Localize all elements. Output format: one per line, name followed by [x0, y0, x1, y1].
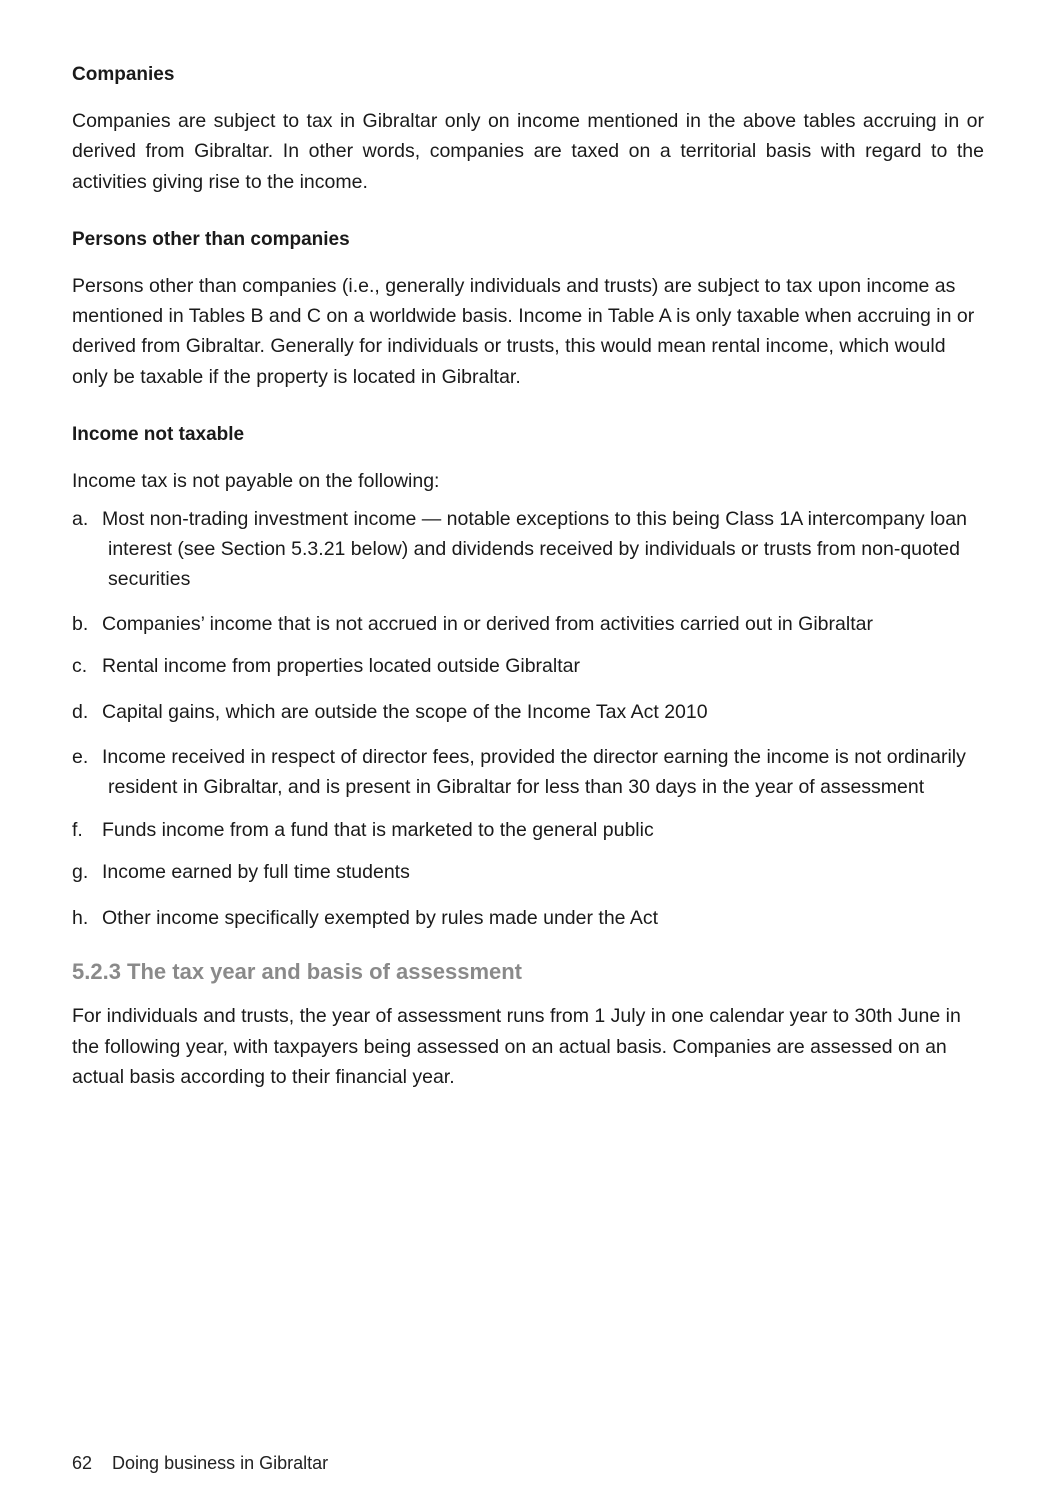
list-marker: f.: [72, 819, 83, 842]
list-item: [72, 815, 984, 845]
page-content: [72, 60, 984, 1092]
list-marker: d.: [72, 701, 89, 724]
list-marker: a.: [72, 508, 89, 531]
list-item-text: Income earned by full time students: [102, 861, 410, 884]
tax-year-section-title: 5.2.3 The tax year and basis of assessment: [72, 959, 523, 985]
list-marker: e.: [72, 746, 89, 769]
exemption-list: [72, 504, 984, 933]
list-item-text: Most non-trading investment income — notable exceptions to this being Class 1A intercompany loan interest (see Section 5.3.21 below) and dividends received by individuals or trusts from non-quoted securities: [102, 508, 967, 591]
list-marker: b.: [72, 613, 89, 636]
list-marker: c.: [72, 655, 88, 678]
list-item-text: Other income specifically exempted by rules made under the Act: [102, 907, 659, 930]
list-marker: g.: [72, 861, 89, 884]
not-taxable-heading: Income not taxable: [72, 424, 245, 446]
page-number: 62: [72, 1453, 93, 1473]
persons-paragraph: Persons other than companies (i.e., generally individuals and trusts) are subject to tax upon income as mentioned in Tables B and C on a worldwide basis. Income in Table A is only taxable when accruing in or derived from Gibraltar. Generally for individuals or trusts, this would mean rental income, which would only be taxable if the property is located in Gibraltar.: [72, 274, 975, 388]
list-item-text: Companies’ income that is not accrued in or derived from activities carried out in Gibraltar: [102, 613, 873, 636]
list-item: [72, 903, 984, 933]
publication-title: Doing business in Gibraltar: [112, 1453, 329, 1473]
list-item-text: Rental income from properties located outside Gibraltar: [102, 655, 580, 678]
list-item: [72, 504, 984, 594]
tax-year-paragraph: For individuals and trusts, the year of assessment runs from 1 July in one calendar year to 30th June in the following year, with taxpayers being assessed on an actual basis. Companies are assessed on an actual basis according to their financial year.: [72, 1005, 961, 1088]
list-item: [72, 742, 984, 802]
list-item: [72, 697, 984, 727]
persons-heading: Persons other than companies: [72, 228, 350, 250]
list-item-text: Capital gains, which are outside the scope of the Income Tax Act 2010: [102, 701, 708, 724]
list-item: [72, 609, 984, 639]
list-item-text: Funds income from a fund that is marketed to the general public: [102, 819, 654, 842]
list-item-text: Income received in respect of director fees, provided the director earning the income is not ordinarily resident in Gibraltar, and is present in Gibraltar for less than 30 days in the year of assessment: [102, 746, 966, 799]
list-item: [72, 857, 984, 887]
list-marker: h.: [72, 907, 89, 930]
companies-heading: Companies: [72, 64, 175, 85]
page-footer: [72, 1450, 328, 1476]
list-item: [72, 651, 984, 681]
companies-paragraph: Companies are subject to tax in Gibraltar only on income mentioned in the above tables accruing in or derived from Gibraltar. In other words, companies are taxed on a territorial basis with regard to the activities giving rise to the income.: [72, 110, 984, 193]
not-taxable-intro: Income tax is not payable on the following:: [72, 470, 440, 493]
